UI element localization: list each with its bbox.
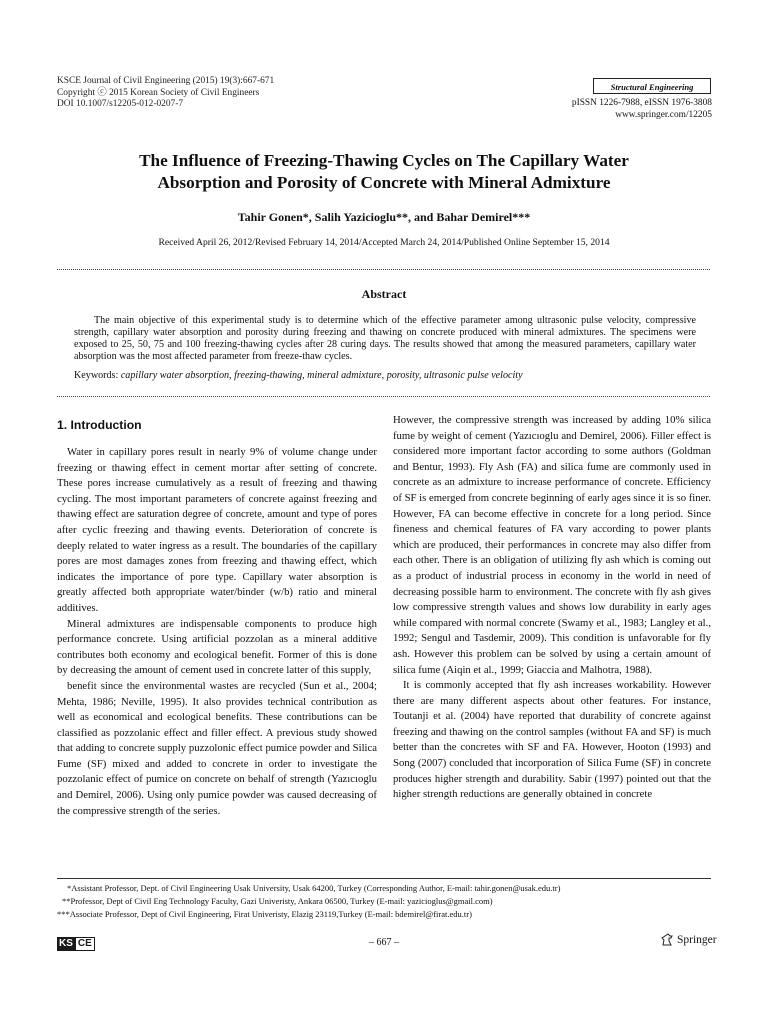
- body-paragraph: Mineral admixtures are indispensable components to produce high performance concrete. Using artificial pozzolan as a mineral additive contributes both economy and ecological benefit. Former of this is done by decreasing the amount of cement used in concrete latter of this supply,: [57, 617, 377, 677]
- journal-line: KSCE Journal of Civil Engineering (2015) 19(3):667-671: [57, 76, 275, 86]
- page-number: – 667 –: [369, 937, 399, 948]
- body-paragraph: However, the compressive strength was increased by adding 10% silica fume by weight of cement (Yazıcıoglu and Demirel, 2006). Filler effect is considered more important factor according to some authors (Goldman and Bentur, 1993). Fly Ash (FA) and silica fume are commonly used in concrete as an admixture to increase performance of concrete. Efficiency of SF is emerged from concrete beginning of early ages since it is so finer. However, FA can become effective in concrete for a long period. Since fineness and chemical features of FA vary according to power plants which are produced, their performances in concrete may also differ from each other. There is an obligation of utilizing fly ash which is coming out as a product of industrial process in economy in the world in need of decreasing possible harm to environment. The concrete with fly ash gives low compressive strength values and shows low durability in early ages while compared with normal concrete (Swamy et al., 1983; Langley et al., 1992; Sengul and Tasdemir, 2009). This condition is unfavorable for fly ash. However this problem can be solved by using a certain amount of silica fume (Aiqin et al., 1999; Giaccia and Malhotra, 1988).: [393, 414, 711, 676]
- title-line-1: The Influence of Freezing-Thawing Cycles on The Capillary Water: [139, 151, 629, 170]
- abstract-text: The main objective of this experimental study is to determine which of the effective parameter among ultrasonic pulse velocity, compressive strength, capillary water absorption and porosity during freezing and thawing on concrete produced with mineral admixtures. The specimens were exposed to 25, 50, 75 and 100 freezing-thawing cycles after 28 curing days. The results showed that among the measured parameters, capillary water absorption was the most affected parameter from freeze-thaw cycles.: [74, 315, 696, 363]
- journal-citation: [57, 76, 274, 111]
- footnote-1: *Assistant Professor, Dept. of Civil Engineering Usak University, Usak 64200, Turkey (Corresponding Author, E-mail: tahir.gonen@usak.edu.tr): [67, 883, 561, 893]
- footnote-3: ***Associate Professor, Dept of Civil Engineering, Firat Univeristy, Elazig 23119,Turkey (E-mail: bdemirel@firat.edu.tr): [57, 909, 472, 919]
- issn-line: pISSN 1226-7988, eISSN 1976-3808: [571, 98, 712, 108]
- body-paragraph: It is commonly accepted that fly ash increases workability. However there are many different aspects about other features. For instance, Toutanji et al. (2004) have reported that durability of concrete against freezing and thawing on the control samples (without FA and SF) is much better than the concretes with SF and FA. However, Hooton (1993) and Song (2007) concluded that incorporation of Silica Fume (SF) in concrete produces higher strength and durability. Sabir (1997) pointed out that the higher strength reductions are generally obtained in concrete: [393, 679, 711, 801]
- left-column: [57, 445, 377, 819]
- footnote-2: **Professor, Dept of Civil Eng Technology Faculty, Gazi Univeristy, Ankara 06500, Turkey (E-mail: yazicioglus@gmail.com): [62, 896, 493, 906]
- dotted-divider: [57, 396, 710, 397]
- body-paragraph: Water in capillary pores result in nearly 9% of volume change under freezing or thawing effect in cement mortar after setting of concrete. These pores increase cumulatively as a result of freezing and thawing cycling. The most important parameters of concrete against freezing and thawing effect are saturation degree of concrete, amount and type of pores after cyclic freezing and thawing events. Deterioration of concrete is deeply related to water ingress as a result. The boundaries of the capillary pores are most damages zones from freezing and thawing effect, which indicates the importance of pore type. Capillary water absorption is greatly affected both appropriate water/binder (w/b) ratio and mineral additives.: [57, 446, 377, 614]
- publication-history: Received April 26, 2012/Revised February 14, 2014/Accepted March 24, 2014/Published Online September 15, 2014: [158, 237, 610, 248]
- paper-title: [60, 150, 708, 194]
- springer-horse-icon: [660, 933, 674, 947]
- author-list: Tahir Gonen*, Salih Yazicioglu**, and Bahar Demirel***: [237, 210, 531, 224]
- title-line-2: Absorption and Porosity of Concrete with Mineral Admixture: [157, 173, 611, 192]
- dotted-divider: [57, 269, 710, 270]
- abstract-heading: Abstract: [361, 287, 407, 301]
- section-heading: 1. Introduction: [57, 418, 142, 432]
- body-paragraph: benefit since the environmental wastes are recycled (Sun et al., 2004; Mehta, 1986; Neville, 1995). It also provides technical contribution as well as economical and ecological benefits. These contributions can be classified as pozzolanic effect and filler effect. A previous study showed that adding to concrete supply puzzolonic effect pumice powder and Silica Fume (SF) mixed and added to concrete in order to investigate the pozzolanic effect of pumice on concrete on behalf of strength (Yazıcıoglu and Demirel, 2006). Using only pumice powder was caused decreasing of the compressive strength of the series.: [57, 679, 377, 817]
- ksce-logo-part: CE: [75, 937, 95, 951]
- keywords-line: [74, 370, 696, 382]
- copyright-line: Copyright ⓒ 2015 Korean Society of Civil Engineers: [57, 87, 260, 98]
- springer-wordmark: Springer: [677, 934, 717, 946]
- right-column: [393, 413, 711, 803]
- doi-line: DOI 10.1007/s12205-012-0207-7: [57, 99, 184, 110]
- footnote-rule: [57, 878, 711, 879]
- keywords-label: Keywords:: [74, 370, 119, 381]
- website-link[interactable]: www.springer.com/12205: [615, 110, 712, 120]
- ksce-logo-part: KS: [59, 938, 73, 949]
- keywords-list: capillary water absorption, freezing-thawing, mineral admixture, porosity, ultrasonic pulse velocity: [120, 370, 523, 381]
- section-badge: Structural Engineering: [593, 78, 711, 94]
- springer-logo: [660, 933, 717, 947]
- footnotes: [57, 882, 560, 921]
- journal-issn-block: [572, 97, 712, 121]
